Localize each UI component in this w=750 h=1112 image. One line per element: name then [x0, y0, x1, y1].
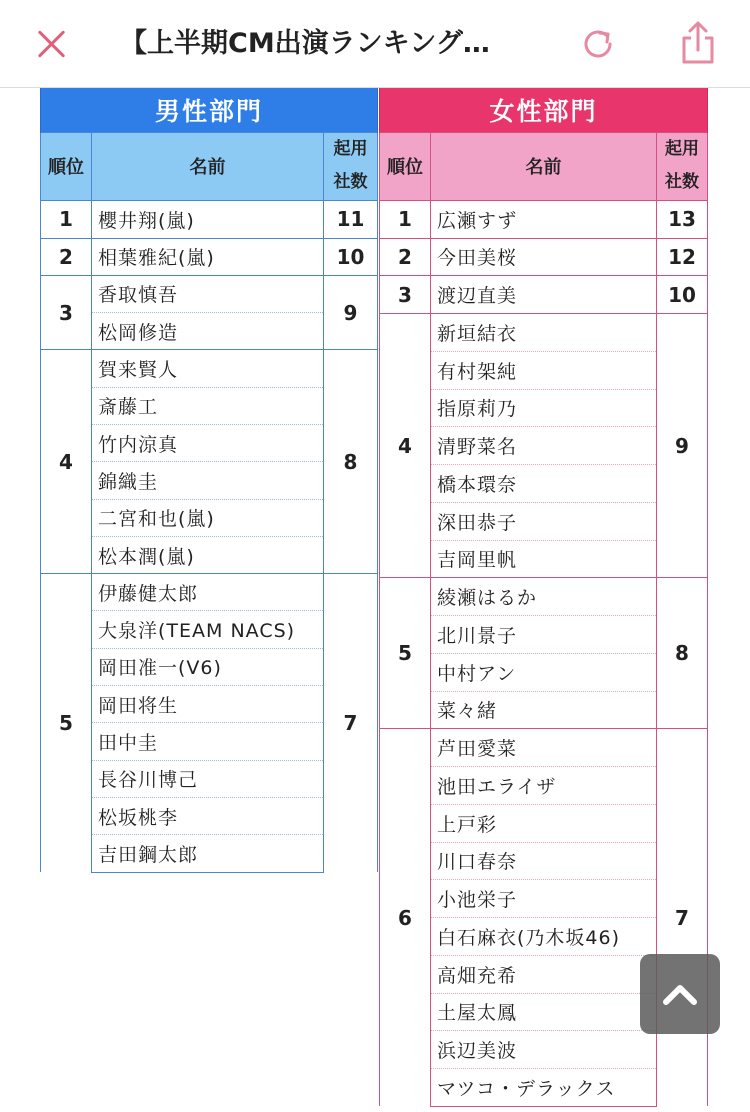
rank-cell: 1	[41, 200, 92, 238]
rank-cell: 1	[380, 200, 431, 238]
rank-cell: 2	[41, 238, 92, 275]
women-count-header-line1: 起用	[665, 139, 700, 159]
name-cell: 深田恭子	[431, 502, 657, 540]
rank-cell: 2	[380, 238, 431, 276]
men-section-title: 男性部門	[41, 88, 378, 132]
name-cell: 池田エライザ	[431, 767, 657, 805]
men-count-header	[324, 132, 378, 200]
name-cell: 新垣結衣	[431, 314, 657, 352]
rank-cell: 3	[380, 276, 431, 314]
name-cell: 芦田愛菜	[431, 729, 657, 767]
name-cell: 二宮和也(嵐)	[92, 499, 324, 536]
men-count-header-line2: 社数	[333, 172, 368, 192]
count-cell: 9	[657, 314, 708, 578]
name-cell: 指原莉乃	[431, 389, 657, 427]
name-cell: 吉岡里帆	[431, 540, 657, 578]
name-cell: 中村アン	[431, 653, 657, 691]
name-cell: 橋本環奈	[431, 465, 657, 503]
name-cell: 岡田将生	[92, 686, 324, 723]
men-ranking-table	[40, 88, 378, 873]
name-cell: 賀来賢人	[92, 350, 324, 387]
table-row	[380, 729, 708, 767]
rank-cell: 3	[41, 275, 92, 350]
name-cell: 白石麻衣(乃木坂46)	[431, 918, 657, 956]
count-cell: 7	[324, 574, 378, 872]
rank-cell: 5	[41, 574, 92, 872]
count-cell: 8	[324, 350, 378, 574]
name-cell: 伊藤健太郎	[92, 574, 324, 611]
table-row	[380, 314, 708, 352]
name-cell: 上戸彩	[431, 804, 657, 842]
name-cell: 櫻井翔(嵐)	[92, 200, 324, 238]
name-cell: 斎藤工	[92, 387, 324, 424]
table-row	[41, 200, 378, 238]
name-cell: マツコ・デラックス	[431, 1069, 657, 1107]
table-row	[380, 238, 708, 276]
men-count-header-line1: 起用	[333, 139, 368, 159]
page-title: 【上半期CM出演ランキング…	[120, 28, 490, 59]
name-cell: 香取慎吾	[92, 275, 324, 312]
name-cell: 長谷川博己	[92, 760, 324, 797]
men-table-body	[41, 200, 378, 872]
count-cell: 8	[657, 578, 708, 729]
women-count-header-line2: 社数	[665, 172, 700, 192]
rank-cell: 4	[41, 350, 92, 574]
count-cell: 12	[657, 238, 708, 276]
men-name-header: 名前	[92, 132, 324, 200]
name-cell: 小池栄子	[431, 880, 657, 918]
table-row	[41, 350, 378, 387]
name-cell: 吉田鋼太郎	[92, 835, 324, 872]
rank-cell: 4	[380, 314, 431, 578]
name-cell: 岡田准一(V6)	[92, 648, 324, 685]
name-cell: 田中圭	[92, 723, 324, 760]
women-name-header: 名前	[431, 132, 657, 200]
top-bar	[0, 0, 750, 88]
name-cell: 北川景子	[431, 616, 657, 654]
count-cell: 10	[657, 276, 708, 314]
table-row	[380, 276, 708, 314]
scroll-to-top-button[interactable]	[640, 954, 720, 1034]
name-cell: 相葉雅紀(嵐)	[92, 238, 324, 275]
name-cell: 錦織圭	[92, 462, 324, 499]
count-cell: 7	[657, 729, 708, 1107]
women-section-title: 女性部門	[380, 88, 708, 132]
name-cell: 松坂桃李	[92, 797, 324, 834]
name-cell: 清野菜名	[431, 427, 657, 465]
name-cell: 土屋太鳳	[431, 993, 657, 1031]
name-cell: 松岡修造	[92, 313, 324, 350]
name-cell: 大泉洋(TEAM NACS)	[92, 611, 324, 648]
table-row	[41, 574, 378, 611]
count-cell: 13	[657, 200, 708, 238]
name-cell: 菜々緒	[431, 691, 657, 729]
name-cell: 渡辺直美	[431, 276, 657, 314]
name-cell: 高畑充希	[431, 955, 657, 993]
share-icon[interactable]	[676, 20, 720, 66]
table-row	[380, 200, 708, 238]
count-cell: 11	[324, 200, 378, 238]
name-cell: 綾瀬はるか	[431, 578, 657, 616]
name-cell: 広瀬すず	[431, 200, 657, 238]
count-cell: 10	[324, 238, 378, 275]
name-cell: 今田美桜	[431, 238, 657, 276]
name-cell: 川口春奈	[431, 842, 657, 880]
name-cell: 有村架純	[431, 351, 657, 389]
reload-icon[interactable]	[578, 24, 618, 64]
name-cell: 浜辺美波	[431, 1031, 657, 1069]
chevron-up-icon	[660, 976, 700, 1012]
table-row	[41, 238, 378, 275]
women-rank-header: 順位	[380, 132, 431, 200]
count-cell: 9	[324, 275, 378, 350]
table-row	[41, 275, 378, 312]
name-cell: 竹内涼真	[92, 424, 324, 461]
women-count-header	[657, 132, 708, 200]
rank-cell: 6	[380, 729, 431, 1107]
name-cell: 松本潤(嵐)	[92, 536, 324, 573]
rank-cell: 5	[380, 578, 431, 729]
men-rank-header: 順位	[41, 132, 92, 200]
table-row	[380, 578, 708, 616]
close-icon[interactable]	[30, 22, 74, 66]
